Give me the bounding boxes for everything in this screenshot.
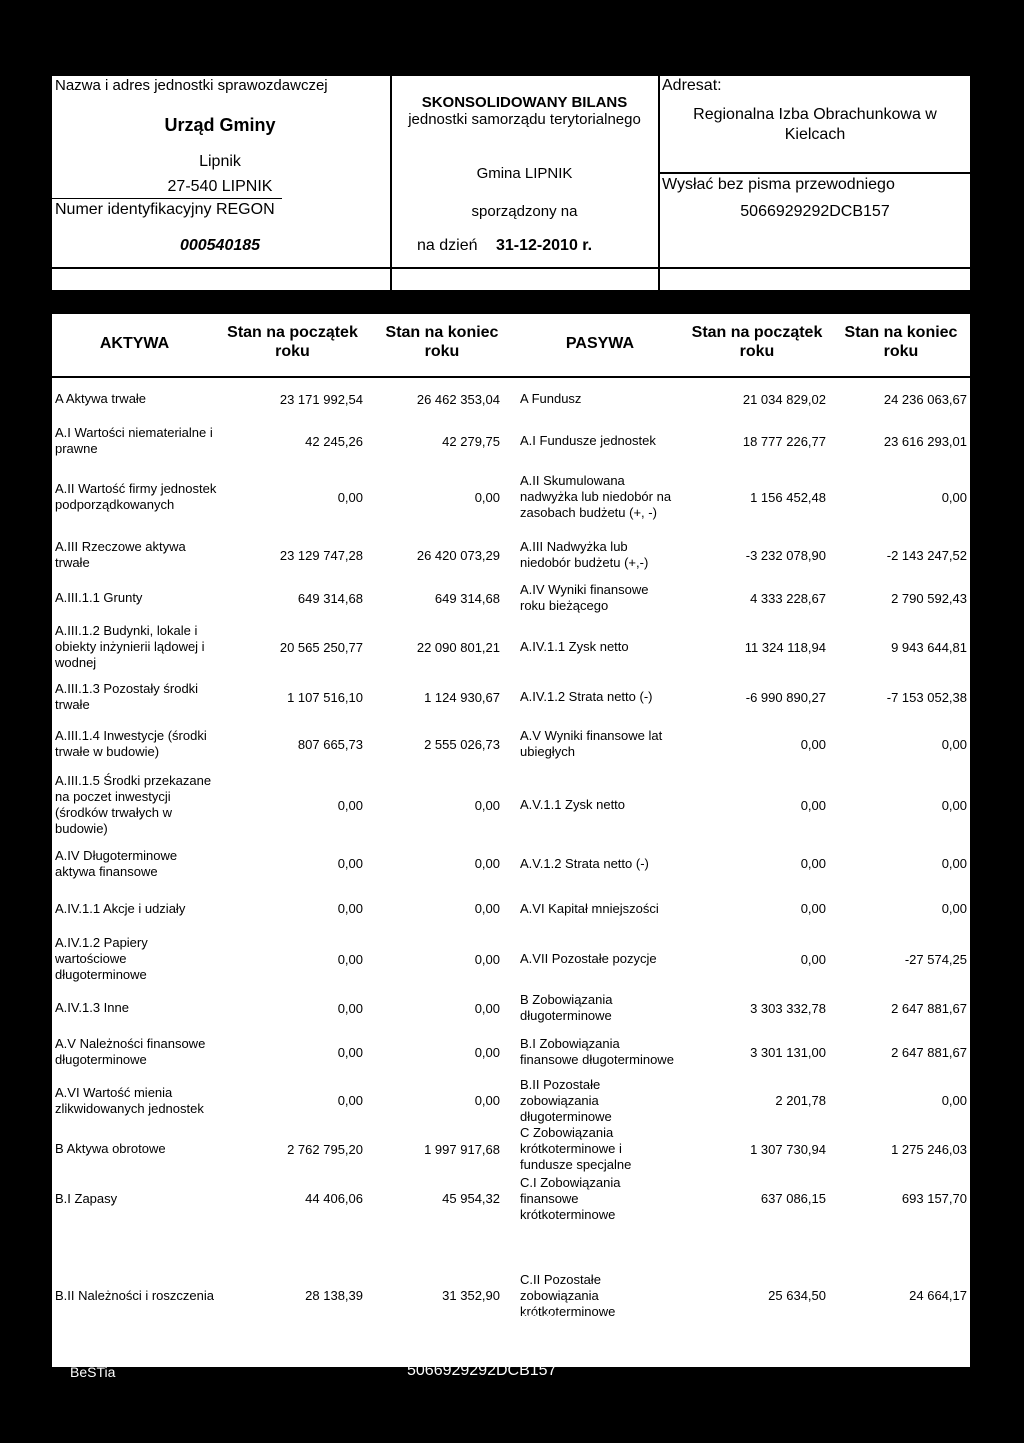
aktywa-start-value: 649 314,68 (297, 590, 363, 606)
pasywa-end-value: 24 236 063,67 (883, 391, 967, 407)
aktywa-end-value: 0,00 (474, 856, 500, 871)
regon-value: 000540185 (179, 237, 261, 254)
aktywa-start-value: 44 406,06 (305, 1191, 363, 1206)
pasywa-end-value: 1 275 246,03 (891, 1141, 967, 1157)
pasywa-start-value: 3 301 131,00 (750, 1044, 826, 1060)
pasywa-start-value: 0,00 (800, 797, 826, 813)
send-note: Wysłać bez pisma przewodniego (662, 176, 895, 193)
aktywa-label: A.IV.1.2 Papiery wartościowe długoterminowe (55, 935, 148, 982)
pasywa-end-value: 23 616 293,01 (883, 433, 967, 449)
unit-name: Urząd Gminy (164, 115, 276, 135)
pasywa-start-header: Stan na początek roku (691, 324, 823, 360)
aktywa-label: A.III Rzeczowe aktywa trwałe (55, 539, 186, 570)
aktywa-header: AKTYWA (99, 335, 170, 352)
aktywa-end-value: 45 954,32 (442, 1191, 500, 1206)
pasywa-start-value: 25 634,50 (768, 1288, 826, 1303)
pasywa-end-value: 0,00 (941, 1093, 967, 1108)
pasywa-end-value: 2 790 592,43 (891, 590, 967, 606)
regon-label: Numer identyfikacyjny REGON (55, 201, 275, 218)
pasywa-end-value: 2 647 881,67 (891, 1044, 967, 1060)
pasywa-start-value: 4 333 228,67 (750, 590, 826, 606)
pasywa-label: A.VI Kapitał mniejszości (520, 900, 659, 916)
aktywa-start-value: 0,00 (337, 901, 363, 916)
pasywa-start-value: 0,00 (800, 951, 826, 967)
aktywa-end-value: 1 997 917,68 (424, 1141, 500, 1157)
pasywa-end-value: 0,00 (941, 489, 967, 505)
aktywa-end-value: 0,00 (474, 489, 500, 505)
pasywa-label: A.V Wyniki finansowe lat ubiegłych (520, 728, 663, 759)
doc-subtitle: jednostki samorządu terytorialnego (408, 111, 641, 128)
pasywa-end-value: 9 943 644,81 (891, 639, 967, 655)
aktywa-label: A.IV Długoterminowe aktywa finansowe (55, 847, 178, 879)
pasywa-end-value: 24 664,17 (909, 1288, 967, 1303)
aktywa-end-value: 0,00 (474, 901, 500, 916)
aktywa-end-value: 0,00 (474, 1000, 500, 1016)
aktywa-label: A Aktywa trwałe (55, 391, 147, 406)
aktywa-label: A.III.1.4 Inwestycje (środki trwałe w budowie) (55, 728, 207, 759)
pasywa-label: B.II Pozostałe zobowiązania długoterminowe (520, 1076, 612, 1124)
aktywa-start-value: 23 129 747,28 (279, 547, 363, 563)
date-label: na dzień (417, 237, 478, 254)
aktywa-label: B.II Należności i roszczenia (55, 1287, 214, 1303)
prepared-label: sporządzony na (471, 203, 578, 220)
aktywa-start-value: 0,00 (337, 797, 363, 813)
addressee-name: Regionalna Izba Obrachunkowa w Kielcach (693, 106, 937, 143)
aktywa-start-value: 1 107 516,10 (287, 689, 363, 705)
pasywa-start-value: 1 156 452,48 (750, 489, 826, 505)
pasywa-start-value: 0,00 (800, 736, 826, 752)
aktywa-end-header: Stan na koniec roku (385, 324, 499, 360)
pasywa-label: A.II Skumulowana nadwyżka lub niedobór na zasobach budżetu (+, -) (520, 473, 672, 520)
pasywa-start-value: 3 303 332,78 (750, 1000, 826, 1016)
aktywa-start-value: 20 565 250,77 (279, 639, 363, 655)
pasywa-start-value: -3 232 078,90 (745, 547, 826, 563)
aktywa-label: A.III.1.3 Pozostały środki trwałe (55, 681, 199, 712)
pasywa-label: A.I Fundusze jednostek (520, 433, 656, 448)
aktywa-end-value: 42 279,75 (442, 433, 500, 449)
date-caption: (rok, miesiąc, dzień) (445, 1338, 589, 1355)
aktywa-label: A.IV.1.1 Akcje i udziały (55, 900, 186, 916)
pasywa-start-value: 0,00 (800, 856, 826, 871)
aktywa-end-value: 0,00 (474, 951, 500, 967)
aktywa-start-value: 23 171 992,54 (279, 391, 363, 407)
aktywa-start-value: 0,00 (337, 951, 363, 967)
addressee-label: Adresat: (662, 77, 722, 94)
pasywa-end-value: 0,00 (941, 856, 967, 871)
head-label: \przewodniczący zarządu) (705, 1338, 890, 1355)
signature: mgr ... Kwiatkowska (137, 1307, 269, 1324)
pasywa-label: A.IV.1.1 Zysk netto (520, 639, 629, 654)
aktywa-start-value: 807 665,73 (297, 736, 363, 752)
pasywa-start-value: 11 324 118,94 (744, 639, 826, 655)
aktywa-end-value: 0,00 (474, 1093, 500, 1108)
pasywa-label: A.V.1.2 Strata netto (-) (520, 855, 649, 871)
pasywa-label: C.I Zobowiązania finansowe krótkoterminowe (520, 1174, 621, 1222)
pasywa-end-header: Stan na koniec roku (844, 324, 958, 360)
aktywa-start-value: 0,00 (337, 1093, 363, 1108)
pasywa-label: A.IV Wyniki finansowe roku bieżącego (520, 582, 649, 613)
aktywa-end-value: 2 555 026,73 (424, 736, 500, 752)
pasywa-start-value: 1 307 730,94 (750, 1141, 826, 1157)
aktywa-start-value: 0,00 (337, 1044, 363, 1060)
pasywa-start-value: 21 034 829,02 (742, 391, 826, 407)
report-code: 5066929292DCB157 (740, 203, 890, 220)
aktywa-end-value: 649 314,68 (434, 590, 500, 606)
pasywa-end-value: -2 143 247,52 (886, 547, 967, 563)
aktywa-label: A.I Wartości niematerialne i prawne (55, 425, 213, 456)
aktywa-start-value: 42 245,26 (305, 433, 363, 449)
aktywa-label: A.V Należności finansowe długoterminowe (55, 1036, 206, 1067)
aktywa-end-value: 31 352,90 (442, 1288, 500, 1303)
pasywa-end-value: 0,00 (941, 797, 967, 813)
pasywa-end-value: 693 157,70 (901, 1191, 967, 1206)
pasywa-label: C Zobowiązania krótkoterminowe i fundusze specjalne (520, 1125, 632, 1172)
pasywa-label: A.III Nadwyżka lub niedobór budżetu (+,-) (520, 539, 649, 570)
unit-label: Nazwa i adres jednostki sprawozdawczej (55, 77, 328, 94)
aktywa-label: A.VI Wartość mienia zlikwidowanych jednostek (55, 1084, 204, 1116)
software-name: BeSTia (70, 1364, 116, 1380)
sign-date: 2011-06-24 (481, 1312, 562, 1329)
pasywa-start-value: 0,00 (800, 901, 826, 916)
pasywa-label: B.I Zobowiązania finansowe długoterminowe (520, 1036, 674, 1067)
pasywa-label: A.V.1.1 Zysk netto (520, 797, 626, 812)
pasywa-end-value: 2 647 881,67 (891, 1000, 967, 1016)
pasywa-start-value: 637 086,15 (760, 1191, 826, 1206)
aktywa-label: B.I Zapasy (55, 1190, 118, 1206)
aktywa-label: A.III.1.5 Środki przekazane na poczet inwestycji (środków trwałych w budowie) (55, 773, 212, 836)
aktywa-label: A.III.1.1 Grunty (55, 590, 143, 605)
aktywa-end-value: 26 462 353,04 (416, 391, 500, 407)
aktywa-label: A.IV.1.3 Inne (55, 1000, 129, 1015)
pasywa-header: PASYWA (565, 335, 635, 352)
unit-postal: 27-540 LIPNIK (167, 178, 273, 195)
doc-title: SKONSOLIDOWANY BILANS (421, 94, 628, 111)
pasywa-end-value: 0,00 (941, 736, 967, 752)
pasywa-start-value: 18 777 226,77 (742, 433, 826, 449)
board-label: przewodniczący zarządu) (709, 1338, 890, 1355)
aktywa-end-value: 1 124 930,67 (424, 689, 500, 705)
aktywa-end-value: 26 420 073,29 (416, 547, 500, 563)
pasywa-start-value: -6 990 890,27 (745, 689, 826, 705)
pasywa-start-value: 2 201,78 (775, 1093, 826, 1108)
aktywa-start-value: 0,00 (337, 489, 363, 505)
aktywa-start-value: 2 762 795,20 (287, 1141, 363, 1157)
aktywa-label: A.III.1.2 Budynki, lokale i obiekty inżynierii lądowej i wodnej (55, 623, 205, 670)
aktywa-label: A.II Wartość firmy jednostek podporządkowanych (55, 481, 217, 512)
aktywa-start-value: 0,00 (337, 1000, 363, 1016)
footer-code: 5066929292DCB157 (407, 1362, 557, 1379)
pasywa-end-value: 0,00 (941, 901, 967, 916)
gmina-name: Gmina LIPNIK (476, 165, 573, 182)
pasywa-end-value: -7 153 052,38 (886, 689, 967, 705)
aktywa-label: B Aktywa obrotowe (55, 1141, 166, 1156)
aktywa-end-value: 0,00 (474, 1044, 500, 1060)
aktywa-end-value: 0,00 (474, 797, 500, 813)
aktywa-start-value: 0,00 (337, 856, 363, 871)
aktywa-end-value: 22 090 801,21 (416, 639, 500, 655)
aktywa-start-value: 28 138,39 (305, 1288, 363, 1303)
treasurer-label: (skarbnik) (178, 1338, 249, 1355)
pasywa-label: B Zobowiązania długoterminowe (520, 992, 613, 1023)
aktywa-start-header: Stan na początek roku (227, 324, 358, 360)
pasywa-label: C.II Pozostałe zobowiązania krótkoterminowe (520, 1271, 616, 1319)
unit-city: Lipnik (199, 153, 241, 170)
pasywa-label: A.IV.1.2 Strata netto (-) (520, 689, 653, 704)
report-date: 31-12-2010 r. (496, 237, 593, 254)
pasywa-label: A.VII Pozostałe pozycje (520, 951, 657, 966)
pasywa-end-value: -27 574,25 (904, 951, 967, 967)
pasywa-label: A Fundusz (520, 391, 582, 406)
